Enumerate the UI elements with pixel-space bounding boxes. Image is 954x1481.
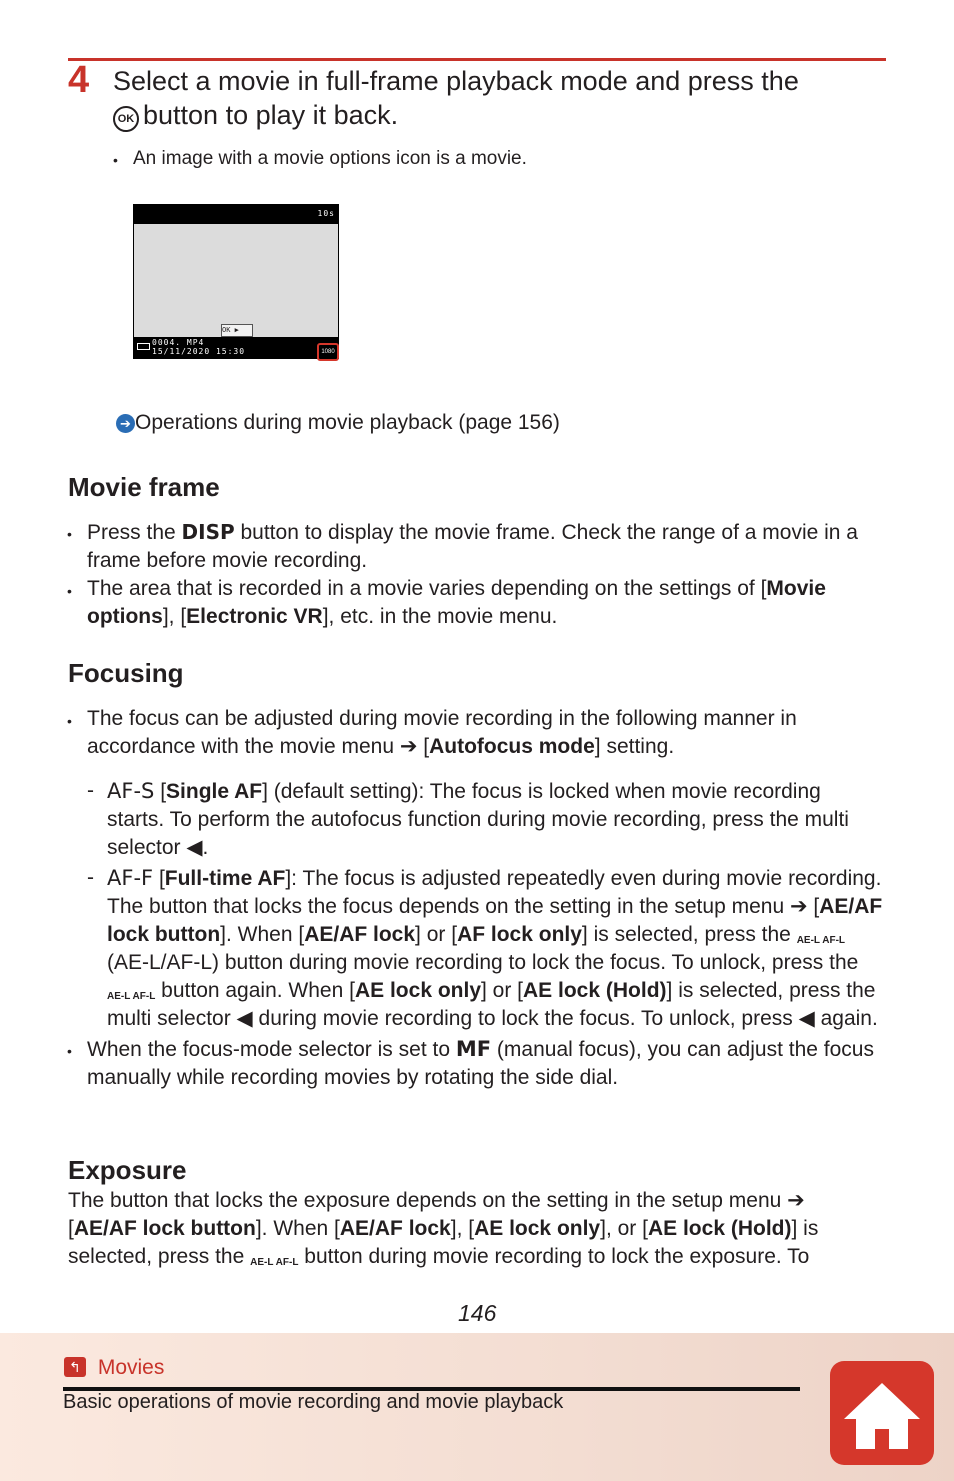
movie-options-icon: 1080 <box>317 343 339 361</box>
list-item: • The area that is recorded in a movie varies depending on the settings of [Movie options], [Electronic VR], etc. in the movie menu. <box>67 577 826 628</box>
movie-frame-list <box>67 518 887 631</box>
list-item: • Press the DISP button to display the movie frame. Check the range of a movie in a frame before movie recording. <box>67 520 858 572</box>
af-s-icon: AF-S <box>107 779 155 803</box>
section-heading-focusing: Focusing <box>68 658 184 688</box>
step-title: Select a movie in full-frame playback mode and press the OK button to play it back. <box>113 66 799 130</box>
section-heading-movie-frame: Movie frame <box>68 472 220 502</box>
camera-playback-screen <box>133 204 339 359</box>
mf-icon: MF <box>455 1037 492 1061</box>
file-datetime: 15/11/2020 15:30 <box>152 347 246 356</box>
step-number: 4 <box>68 59 90 101</box>
list-item: • When the focus-mode selector is set to MF (manual focus), you can adjust the focus manually while recording movies by rotating the side dial. <box>67 1037 874 1089</box>
left-arrow-icon: ◀ <box>186 836 203 859</box>
file-name: 0004. MP4 <box>152 338 205 347</box>
ae-l-af-l-icon: AE-L AF-L <box>250 1257 299 1268</box>
exposure-paragraph: The button that locks the exposure depends on the setting in the setup menu ➔ [AE/AF lock button]. When [AE/AF lock], [AE lock only], or [AE lock (Hold)] is selected, press the AE-L AF-L button during movie recording to lock the exposure. To <box>68 1189 819 1268</box>
left-arrow-icon: ◀ <box>236 1007 253 1030</box>
return-icon: ↰ <box>64 1357 86 1377</box>
ok-button-icon: OK <box>113 106 139 132</box>
disp-button-icon: DISP <box>181 520 235 544</box>
page-number: 146 <box>458 1300 497 1326</box>
arrow-right-circle-icon: ➔ <box>116 414 135 433</box>
left-arrow-icon: ◀ <box>798 1007 815 1030</box>
footer-subtitle: Basic operations of movie recording and movie playback <box>63 1391 564 1413</box>
focusing-list <box>67 705 887 1092</box>
ae-l-af-l-icon: AE-L AF-L <box>796 935 846 946</box>
home-button[interactable] <box>830 1361 934 1465</box>
list-item: • The focus can be adjusted during movie recording in the following manner in accordance with the movie menu ➔ [Autofocus mode] setting. <box>67 707 797 758</box>
ae-l-af-l-icon: AE-L AF-L <box>107 991 156 1002</box>
arrow-right-icon: ➔ <box>789 895 808 918</box>
list-item: - AF-S [Single AF] (default setting): The focus is locked when movie recording starts. To perform the autofocus function during movie recording, press the multi selector ◀. <box>87 779 849 859</box>
step-divider <box>68 58 886 61</box>
list-item: - AF-F [Full-time AF]: The focus is adjusted repeatedly even during movie recording. The button that locks the focus depends on the setting in the setup menu ➔ [AE/AF lock button]. When [AE/AF lock] or [AF lock only] is selected, press the AE-L AF-L (AE-L/AF-L) button during movie recording to lock the focus. To unlock, press the AE-L AF-L button again. When [AE lock only] or [AE lock (Hold)] is selected, press the multi selector ◀ during movie recording to lock the focus. To unlock, press ◀ again. <box>87 866 883 1030</box>
battery-icon <box>137 343 150 350</box>
af-f-icon: AF-F <box>107 866 154 890</box>
arrow-right-icon: ➔ <box>399 735 418 758</box>
ok-play-icon: OK ▶ <box>221 324 253 337</box>
playback-operations-link[interactable]: ➔ Operations during movie playback (page 156) <box>116 409 560 437</box>
movie-length: 10s <box>317 209 335 218</box>
section-heading-exposure: Exposure <box>68 1155 187 1185</box>
home-icon <box>830 1361 934 1465</box>
section-link-movies[interactable]: ↰ Movies <box>64 1356 164 1380</box>
arrow-right-icon: ➔ <box>787 1189 805 1212</box>
step-note: • An image with a movie options icon is a movie. <box>113 148 527 169</box>
